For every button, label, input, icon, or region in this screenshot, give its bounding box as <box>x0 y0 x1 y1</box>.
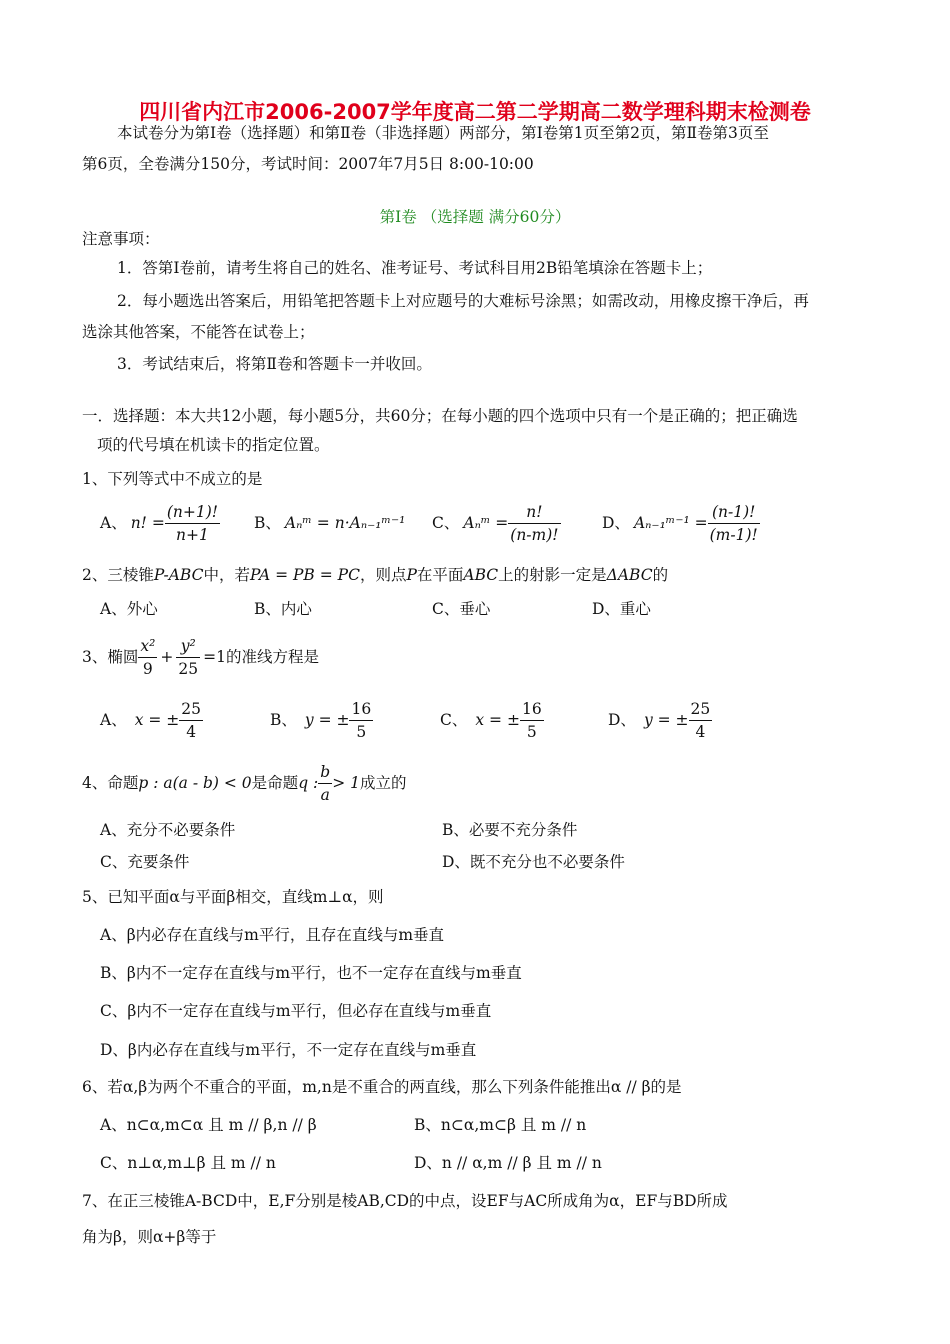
q1-option-d <box>602 500 760 546</box>
note-item: 选涂其他答案，不能答在试卷上； <box>82 323 315 341</box>
q6-option-c: C、n⊥α,m⊥β 且 m // n <box>100 1154 276 1172</box>
numerator: 25 <box>690 699 711 718</box>
numerator: b <box>320 762 331 781</box>
option-label: B、 <box>254 514 281 532</box>
formula: x = ± <box>475 711 520 729</box>
denominator: 5 <box>349 720 373 743</box>
numerator: 16 <box>521 699 542 718</box>
math: p : a(a - b) < 0 <box>138 774 252 792</box>
equation-rhs: =1 <box>203 648 226 666</box>
math: q : <box>298 774 319 792</box>
section-heading: 第Ⅰ卷 （选择题 满分60分） <box>379 208 571 226</box>
denominator: 9 <box>138 657 157 680</box>
formula: n! = <box>130 514 165 532</box>
option-label: D、 <box>608 711 636 729</box>
denominator: (m-1)! <box>708 523 760 546</box>
question-5-stem: 5、已知平面α与平面β相交，直线m⊥α，则 <box>82 888 384 906</box>
fraction <box>508 501 560 546</box>
part1-instructions-cont: 项的代号填在机读卡的指定位置。 <box>97 436 330 454</box>
denominator: a <box>318 783 332 806</box>
question-3-stem <box>82 633 319 681</box>
q2-option-a: A、外心 <box>100 600 158 618</box>
numerator: (n-1)! <box>711 502 756 521</box>
fraction <box>176 635 200 680</box>
math: ABC <box>463 566 499 584</box>
numerator: n! <box>526 502 543 521</box>
fraction <box>165 501 220 546</box>
stem-text: 3、椭圆 <box>82 648 139 666</box>
fraction <box>689 698 713 743</box>
math: > 1 <box>332 774 360 792</box>
q2-option-d: D、重心 <box>592 600 651 618</box>
question-6-stem: 6、若α,β为两个不重合的平面，m,n是不重合的两直线，那么下列条件能推出α // β的是 <box>82 1078 682 1096</box>
stem-text: 的准线方程是 <box>225 648 319 666</box>
q3-option-a <box>100 696 203 744</box>
denominator: 25 <box>176 657 200 680</box>
fraction <box>520 698 544 743</box>
question-4-stem <box>82 760 407 806</box>
q2-option-c: C、垂心 <box>432 600 491 618</box>
q3-option-c <box>440 696 544 744</box>
formula: Aₙᵐ = n·Aₙ₋₁ᵐ⁻¹ <box>284 514 406 532</box>
question-2-stem <box>82 564 668 586</box>
question-1-stem: 1、下列等式中不成立的是 <box>82 470 263 488</box>
q5-option-a: A、β内必存在直线与m平行，且存在直线与m垂直 <box>100 926 445 944</box>
q3-option-d <box>608 696 712 744</box>
notes-heading: 注意事项： <box>82 230 160 248</box>
note-item: 3．考试结束后，将第Ⅱ卷和答题卡一并收回。 <box>117 355 432 373</box>
fraction <box>318 761 332 806</box>
fraction <box>138 635 157 680</box>
note-item: 2．每小题选出答案后，用铅笔把答题卡上对应题号的大难标号涂黑；如需改动，用橡皮擦干净后，再 <box>117 292 809 310</box>
denominator: 4 <box>689 720 713 743</box>
denominator: n+1 <box>165 523 220 546</box>
question-7-stem-cont: 角为β，则α+β等于 <box>82 1228 217 1246</box>
intro-line-2: 第6页，全卷满分150分，考试时间：2007年7月5日 8:00-10:00 <box>82 155 534 173</box>
q5-option-c: C、β内不一定存在直线与m平行，但必存在直线与m垂直 <box>100 1002 492 1020</box>
formula: y = ± <box>304 711 350 729</box>
stem-text: 中，若 <box>203 566 250 584</box>
math: ΔABC <box>606 566 653 584</box>
numerator: 25 <box>181 699 202 718</box>
option-label: A、 <box>100 711 127 729</box>
formula: Aₙ₋₁ᵐ⁻¹ = <box>633 514 708 532</box>
numerator: (n+1)! <box>166 502 218 521</box>
option-label: A、 <box>100 514 127 532</box>
q6-option-d: D、n // α,m // β 且 m // n <box>414 1154 602 1172</box>
option-label: D、 <box>602 514 630 532</box>
q4-option-d: D、既不充分也不必要条件 <box>442 853 625 871</box>
intro-line-1: 本试卷分为第Ⅰ卷（选择题）和第Ⅱ卷（非选择题）两部分，第Ⅰ卷第1页至第2页，第Ⅱ卷第3页至 <box>117 124 769 142</box>
q4-option-a: A、充分不必要条件 <box>100 821 236 839</box>
part1-instructions: 一．选择题：本大共12小题，每小题5分，共60分；在每小题的四个选项中只有一个是正确的；把正确选 <box>82 407 798 425</box>
math: P-ABC <box>153 566 204 584</box>
stem-text: 成立的 <box>359 774 407 792</box>
stem-text: 4、命题 <box>82 774 139 792</box>
q6-option-a: A、n⊂α,m⊂α 且 m // β,n // β <box>100 1116 317 1134</box>
note-item: 1．答第Ⅰ卷前，请考生将自己的姓名、准考证号、考试科目用2B铅笔填涂在答题卡上； <box>117 259 713 277</box>
fraction <box>708 501 760 546</box>
fraction <box>179 698 203 743</box>
question-7-stem: 7、在正三棱锥A-BCD中，E,F分别是棱AB,CD的中点，设EF与AC所成角为α，EF与BD所成 <box>82 1192 728 1210</box>
q5-option-b: B、β内不一定存在直线与m平行，也不一定存在直线与m垂直 <box>100 964 522 982</box>
formula: x = ± <box>134 711 180 729</box>
q1-option-a <box>100 500 220 546</box>
numerator: 16 <box>351 699 372 718</box>
q1-option-b <box>254 500 405 546</box>
q5-option-d: D、β内必存在直线与m平行，不一定存在直线与m垂直 <box>100 1041 477 1059</box>
plus-sign: + <box>160 648 174 666</box>
denominator: 5 <box>520 720 544 743</box>
stem-text: 上的射影一定是 <box>498 566 607 584</box>
option-label: C、 <box>432 514 460 532</box>
stem-text: 在平面 <box>416 566 464 584</box>
stem-text: ，则点 <box>359 566 407 584</box>
option-label: B、 <box>270 711 297 729</box>
math: P <box>406 566 417 584</box>
stem-text: 的 <box>652 566 669 584</box>
numerator: x² <box>140 636 156 655</box>
denominator: 4 <box>179 720 203 743</box>
math: PA = PB = PC <box>249 566 360 584</box>
q1-option-c <box>432 500 561 546</box>
formula: y = ± <box>643 711 689 729</box>
numerator: y² <box>180 636 196 655</box>
stem-text: 2、三棱锥 <box>82 566 154 584</box>
stem-text: 是命题 <box>251 774 299 792</box>
page-title: 四川省内江市2006-2007学年度高二第二学期高二数学理科期末检测卷 <box>139 100 811 124</box>
option-label: C、 <box>440 711 468 729</box>
q6-option-b: B、n⊂α,m⊂β 且 m // n <box>414 1116 587 1134</box>
q2-option-b: B、内心 <box>254 600 312 618</box>
fraction <box>349 698 373 743</box>
q3-option-b <box>270 696 373 744</box>
formula: Aₙᵐ = <box>463 514 509 532</box>
q4-option-c: C、充要条件 <box>100 853 190 871</box>
q4-option-b: B、必要不充分条件 <box>442 821 578 839</box>
denominator: (n-m)! <box>508 523 560 546</box>
